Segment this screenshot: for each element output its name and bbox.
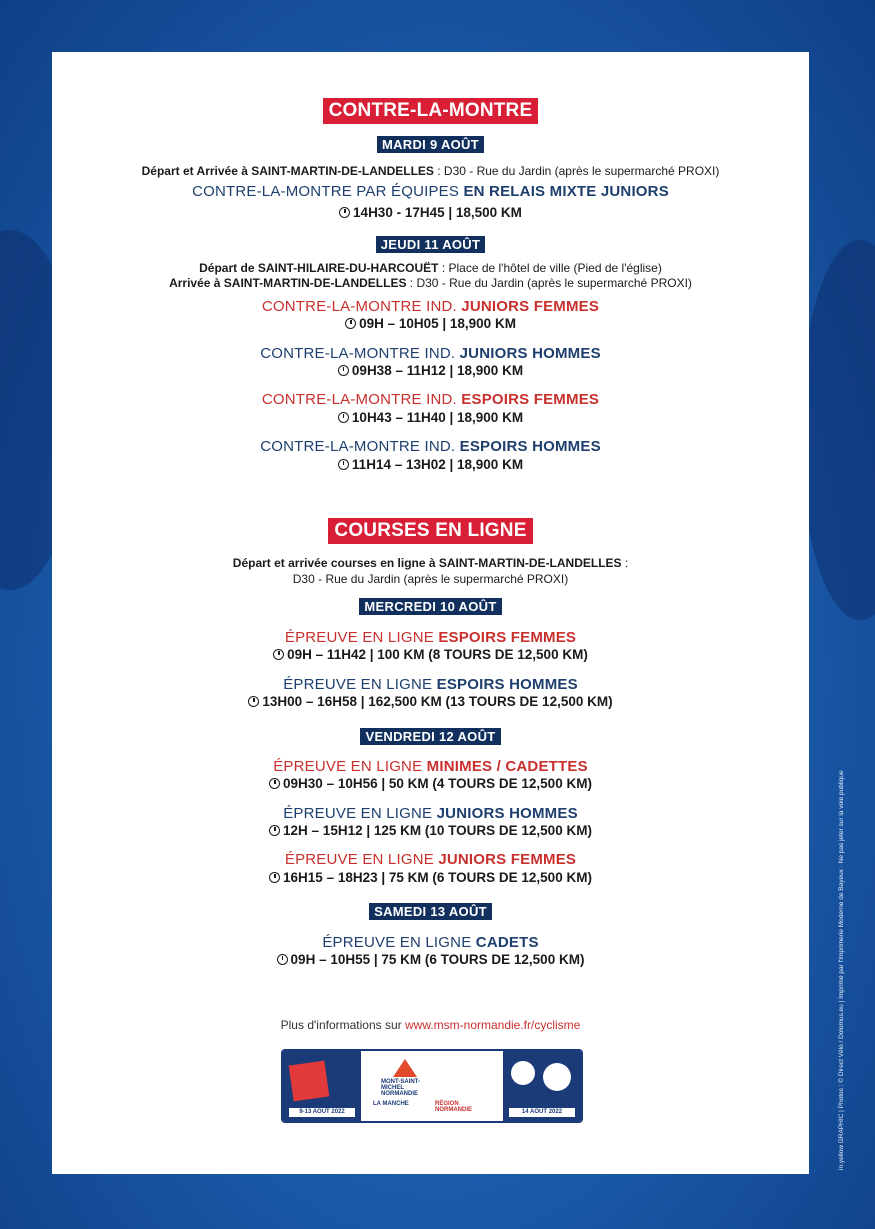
day-badge-mardi: MARDI 9 AOÛT xyxy=(377,136,484,153)
clock-icon xyxy=(345,318,356,329)
event-juniors-hommes-ligne: ÉPREUVE EN LIGNE JUNIORS HOMMES xyxy=(283,805,578,822)
clock-icon xyxy=(338,459,349,470)
sponsor-logos xyxy=(281,1049,583,1123)
event-juniors-hommes-clm: CONTRE-LA-MONTRE IND. JUNIORS HOMMES xyxy=(260,345,601,362)
clock-icon xyxy=(269,778,280,789)
mont-saint-michel-logo-icon xyxy=(393,1059,417,1077)
event-juniors-femmes-ligne: ÉPREUVE EN LIGNE JUNIORS FEMMES xyxy=(284,851,577,868)
section-title-courses-en-ligne: COURSES EN LIGNE xyxy=(328,518,532,544)
info-jeudi-depart: Départ de SAINT-HILAIRE-DU-HARCOUËT : Place de l'hôtel de ville (Pied de l'église) xyxy=(199,261,662,275)
event-espoirs-hommes-clm: CONTRE-LA-MONTRE IND. ESPOIRS HOMMES xyxy=(260,438,601,455)
event-time: 13H00 – 16H58 | 162,500 KM (13 TOURS DE 12,500 KM) xyxy=(52,693,809,711)
logo-date-left: 9-13 AOÛT 2022 xyxy=(289,1108,355,1117)
clock-icon xyxy=(248,696,259,707)
event-time: 11H14 – 13H02 | 18,900 KM xyxy=(52,456,809,474)
event-time: 16H15 – 18H23 | 75 KM (6 TOURS DE 12,500 KM) xyxy=(52,869,809,887)
background-cyclist-right xyxy=(800,240,875,620)
event-time: 14H30 - 17H45 | 18,500 KM xyxy=(52,204,809,222)
championnats-logo xyxy=(283,1051,361,1121)
event-time: 09H – 10H55 | 75 KM (6 TOURS DE 12,500 KM) xyxy=(52,951,809,969)
event-time: 09H30 – 10H56 | 50 KM (4 TOURS DE 12,500 KM) xyxy=(52,775,809,793)
day-badge-samedi: SAMEDI 13 AOÛT xyxy=(369,903,492,920)
print-credit: in.yellow GRAPHIC | Photos : © Direct Vélo / Dolomus.eu | Imprimé par l'Imprimerie Moderne de Bayeux · Ne pas jeter sur la voie publique xyxy=(838,770,845,1170)
event-time: 09H38 – 11H12 | 18,900 KM xyxy=(52,362,809,380)
championnats-badge-icon xyxy=(289,1061,330,1102)
clock-icon xyxy=(338,412,349,423)
event-minimes-cadettes: ÉPREUVE EN LIGNE MINIMES / CADETTES xyxy=(273,758,588,775)
clock-icon xyxy=(277,954,288,965)
clock-icon xyxy=(269,825,280,836)
event-espoirs-femmes-ligne: ÉPREUVE EN LIGNE ESPOIRS FEMMES xyxy=(284,629,577,646)
logo-date-right: 14 AOÛT 2022 xyxy=(509,1108,575,1117)
partners-logos xyxy=(363,1051,501,1121)
clock-icon xyxy=(338,365,349,376)
cycling-logos xyxy=(503,1051,581,1121)
schedule-card xyxy=(52,52,809,1174)
event-cadets: ÉPREUVE EN LIGNE CADETS xyxy=(322,934,539,951)
lnc-logo-icon xyxy=(511,1061,535,1085)
event-time: 12H – 15H12 | 125 KM (10 TOURS DE 12,500 KM) xyxy=(52,822,809,840)
day-badge-mercredi: MERCREDI 10 AOÛT xyxy=(359,598,501,615)
info-courses-adresse: D30 - Rue du Jardin (après le supermarché PROXI) xyxy=(292,572,569,586)
event-espoirs-hommes-ligne: ÉPREUVE EN LIGNE ESPOIRS HOMMES xyxy=(283,676,578,693)
logo-region: RÉGION NORMANDIE xyxy=(435,1101,472,1113)
event-relais-mixte: CONTRE-LA-MONTRE PAR ÉQUIPES EN RELAIS MIXTE JUNIORS xyxy=(192,183,669,200)
info-mardi: Départ et Arrivée à SAINT-MARTIN-DE-LANDELLES : D30 - Rue du Jardin (après le supermarché PROXI) xyxy=(141,164,720,178)
event-juniors-femmes-clm: CONTRE-LA-MONTRE IND. JUNIORS FEMMES xyxy=(261,298,600,315)
event-time: 09H – 10H05 | 18,900 KM xyxy=(52,315,809,333)
logo-la-manche: LA MANCHE xyxy=(373,1101,409,1107)
info-jeudi-arrivee: Arrivée à SAINT-MARTIN-DE-LANDELLES : D30 - Rue du Jardin (après le supermarché PROXI) xyxy=(169,276,692,290)
logo-saint-michel: MONT-SAINT-MICHEL NORMANDIE xyxy=(381,1079,420,1097)
website-link[interactable]: www.msm-normandie.fr/cyclisme xyxy=(404,1018,581,1032)
info-courses-depart: Départ et arrivée courses en ligne à SAINT-MARTIN-DE-LANDELLES : xyxy=(232,556,629,570)
day-badge-jeudi: JEUDI 11 AOÛT xyxy=(376,236,486,253)
section-title-contre-la-montre: CONTRE-LA-MONTRE xyxy=(323,98,539,124)
event-espoirs-femmes-clm: CONTRE-LA-MONTRE IND. ESPOIRS FEMMES xyxy=(261,391,600,408)
cyclist-logo-icon xyxy=(543,1063,571,1091)
day-badge-vendredi: VENDREDI 12 AOÛT xyxy=(360,728,500,745)
more-info: Plus d'informations sur www.msm-normandie.fr/cyclisme xyxy=(280,1018,581,1032)
clock-icon xyxy=(273,649,284,660)
event-time: 10H43 – 11H40 | 18,900 KM xyxy=(52,409,809,427)
clock-icon xyxy=(269,872,280,883)
event-time: 09H – 11H42 | 100 KM (8 TOURS DE 12,500 KM) xyxy=(52,646,809,664)
clock-icon xyxy=(339,207,350,218)
